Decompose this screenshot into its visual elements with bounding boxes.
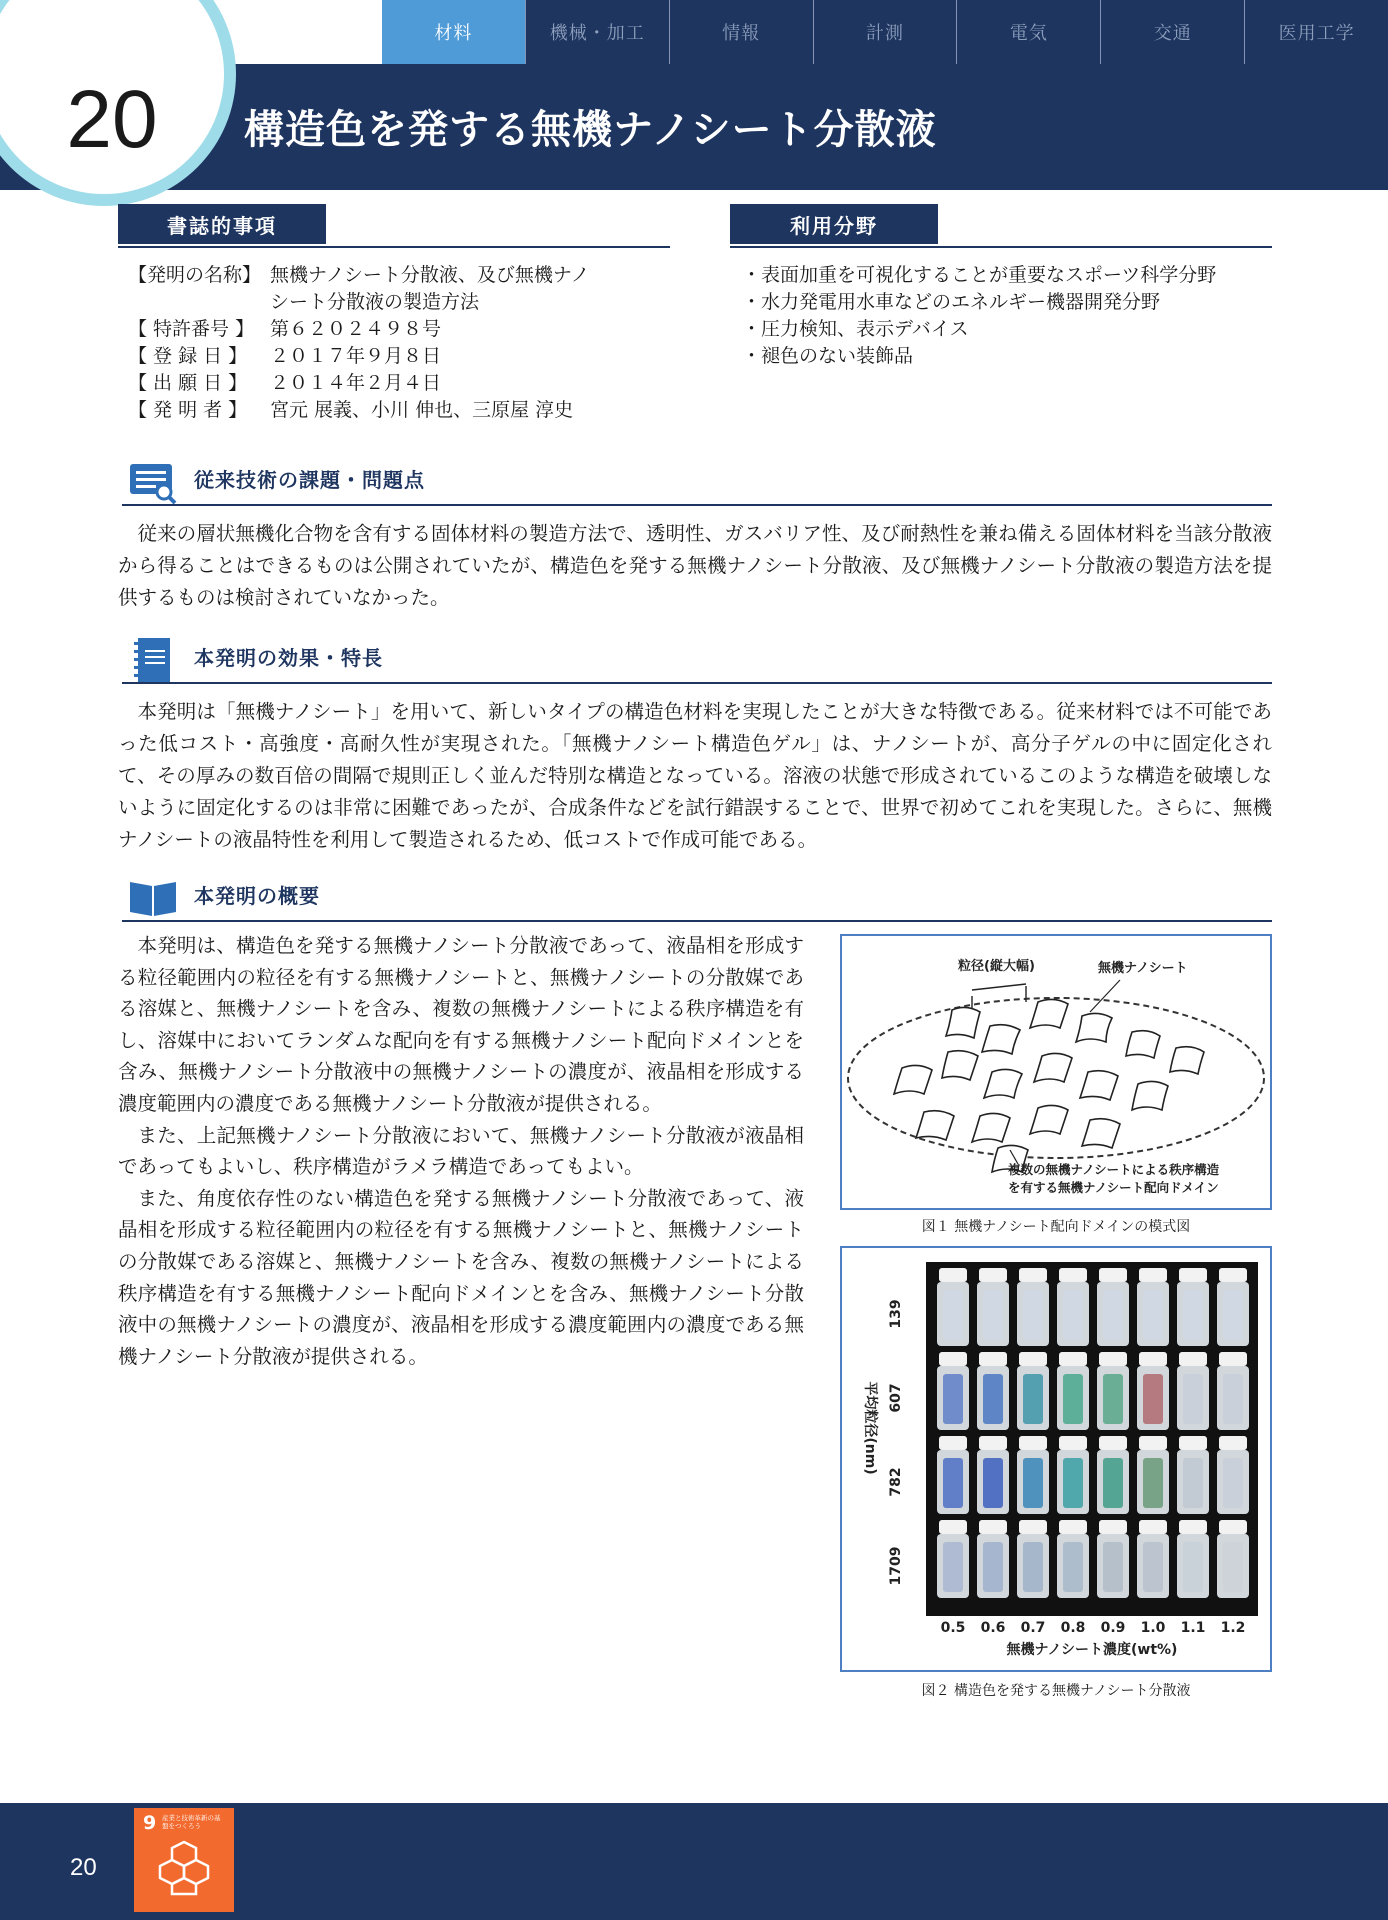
vial <box>1097 1436 1129 1514</box>
figure-2-column-label: 0.8 <box>1060 1620 1086 1636</box>
page-number: 20 <box>70 1854 97 1881</box>
cubes-icon <box>156 1840 212 1896</box>
nanosheet-domain-diagram <box>842 936 1270 1208</box>
vial-liquid <box>983 1290 1003 1340</box>
biblio-value: ２０１７年９月８日 <box>270 345 442 367</box>
open-book-icon <box>128 876 178 920</box>
vial <box>1017 1352 1049 1430</box>
vial <box>937 1268 969 1346</box>
sdg-9-badge <box>134 1808 234 1912</box>
vial-cap <box>1219 1268 1247 1282</box>
vial-liquid <box>1223 1374 1243 1424</box>
vial-liquid <box>1223 1542 1243 1592</box>
page-title: 構造色を発する無機ナノシート分散液 <box>244 107 937 153</box>
vial <box>1217 1520 1249 1598</box>
figure-2-column-label: 1.1 <box>1180 1620 1206 1636</box>
vial-liquid <box>1143 1374 1163 1424</box>
tab-materials[interactable]: 材料 <box>382 0 526 64</box>
overview-text-block <box>118 930 804 1372</box>
vial-cap <box>1179 1268 1207 1282</box>
biblio-key: 【発明の名称】 <box>128 264 262 286</box>
vial-cap <box>979 1436 1007 1450</box>
vial-liquid <box>943 1374 963 1424</box>
biblio-list <box>128 262 590 424</box>
problem-text-block <box>118 518 1272 614</box>
fields-item: ・褪色のない装飾品 <box>742 345 914 367</box>
vial-liquid <box>1063 1290 1083 1340</box>
overview-rule <box>122 920 1272 922</box>
effect-header <box>122 634 1272 684</box>
biblio-value: 宮元 展義、小川 伸也、三原屋 淳史 <box>270 399 574 421</box>
vial-cap <box>1099 1436 1127 1450</box>
biblio-value: 第６２０２４９８号 <box>270 318 442 340</box>
vial-liquid <box>1143 1542 1163 1592</box>
vial-liquid <box>1103 1458 1123 1508</box>
vial <box>1177 1352 1209 1430</box>
effect-paragraph: 本発明は「無機ナノシート」を用いて、新しいタイプの構造色材料を実現したことが大きな特徴である。従来材料では不可能であった低コスト・高強度・高耐久性が実現された。「無機ナノシート構造色ゲル」は、ナノシートが、高分子ゲルの中に固定化されて、その厚みの数百倍の間隔で規則正しく並んだ特別な構造となっている。溶液の状態で形成されているこのような構造を破壊しないように固定化するのは非常に困難であったが、合成条件などを試行錯誤することで、世界で初めてこれを実現した。さらに、無機ナノシートの液晶特性を利用して製造されるため、低コストで作成可能である。 <box>118 700 1272 851</box>
vial <box>977 1520 1009 1598</box>
biblio-row <box>128 397 590 424</box>
biblio-value: 無機ナノシート分散液、及び無機ナノ <box>270 264 590 286</box>
vial-cap <box>1099 1352 1127 1366</box>
figure-2-column-label: 0.7 <box>1020 1620 1046 1636</box>
biblio-rule <box>118 246 670 248</box>
problem-paragraph: 従来の層状無機化合物を含有する固体材料の製造方法で、透明性、ガスバリア性、及び耐熱性を兼ね備える固体材料を当該分散液から得ることはできるものは公開されていたが、構造色を発する無機ナノシート分散液、及び無機ナノシート分散液の製造方法を提供するものは検討されていなかった。 <box>118 522 1272 609</box>
figure-2-caption: 図２ 構造色を発する無機ナノシート分散液 <box>921 1683 1191 1699</box>
vial-liquid <box>1223 1458 1243 1508</box>
fields-item: ・表面加重を可視化することが重要なスポーツ科学分野 <box>742 264 1217 286</box>
number-badge-text: 20 <box>66 74 158 165</box>
figure-2 <box>840 1246 1272 1672</box>
figure-1-sheet-label: 無機ナノシート <box>1098 961 1188 976</box>
overview-paragraph: また、角度依存性のない構造色を発する無機ナノシート分散液であって、液晶相を形成する粒径範囲内の粒径を有する無機ナノシートと、無機ナノシートの分散媒である溶媒と、無機ナノシートを含み、複数の無機ナノシートによる秩序構造を有する無機ナノシート配向ドメインとを含み、無機ナノシート分散液中の無機ナノシートの濃度が、液晶相を形成する濃度範囲内の濃度である無機ナノシート分散液が提供される。 <box>118 1186 804 1368</box>
figure-2-column-label: 0.9 <box>1100 1620 1126 1636</box>
vial <box>1137 1520 1169 1598</box>
vial-liquid <box>983 1374 1003 1424</box>
vial-cap <box>939 1268 967 1282</box>
tab-electric[interactable]: 電気 <box>957 0 1101 64</box>
biblio-row <box>128 316 590 343</box>
tab-measurement[interactable]: 計測 <box>814 0 958 64</box>
overview-header <box>122 872 1272 922</box>
vial <box>937 1520 969 1598</box>
vial <box>1177 1268 1209 1346</box>
vial-cap <box>1059 1436 1087 1450</box>
vial-cap <box>1059 1352 1087 1366</box>
vial-liquid <box>1183 1458 1203 1508</box>
vial <box>1217 1352 1249 1430</box>
vial <box>1057 1520 1089 1598</box>
fields-rule <box>730 246 1272 248</box>
vial-cap <box>1179 1436 1207 1450</box>
biblio-row <box>128 343 590 370</box>
vial-photo-grid <box>842 1248 1270 1670</box>
vial <box>1057 1352 1089 1430</box>
figure-2-y-axis-title: 平均粒径(nm) <box>862 1381 878 1475</box>
vial-liquid <box>1063 1542 1083 1592</box>
figure-2-column-labels <box>941 1620 1246 1636</box>
vial <box>1137 1352 1169 1430</box>
figure-1 <box>840 934 1272 1210</box>
vial <box>1097 1352 1129 1430</box>
biblio-value: シート分散液の製造方法 <box>270 291 480 313</box>
vial-liquid <box>983 1458 1003 1508</box>
biblio-key <box>128 289 270 316</box>
problem-header <box>122 456 1272 506</box>
vial-cap <box>1019 1436 1047 1450</box>
figure-2-row-labels <box>888 1299 904 1585</box>
vial-cap <box>1099 1268 1127 1282</box>
figure-1-domain-label-1: 複数の無機ナノシートによる秩序構造 <box>1008 1162 1220 1177</box>
figure-2-column-label: 0.5 <box>940 1620 966 1636</box>
biblio-key: 【 発 明 者 】 <box>128 399 248 421</box>
vial-liquid <box>943 1542 963 1592</box>
vial <box>1097 1268 1129 1346</box>
figure-2-column-label: 1.0 <box>1140 1620 1166 1636</box>
vial <box>937 1352 969 1430</box>
vial <box>1097 1520 1129 1598</box>
vial-cap <box>1179 1520 1207 1534</box>
figure-2-x-axis-title: 無機ナノシート濃度(wt%) <box>1006 1642 1178 1658</box>
vial <box>977 1268 1009 1346</box>
vial-cap <box>939 1352 967 1366</box>
problem-title: 従来技術の課題・問題点 <box>194 468 425 492</box>
vial-liquid <box>983 1542 1003 1592</box>
vial-cap <box>1059 1268 1087 1282</box>
vial <box>977 1352 1009 1430</box>
vial-cap <box>1219 1436 1247 1450</box>
vial-liquid <box>1103 1542 1123 1592</box>
vial-cap <box>1019 1520 1047 1534</box>
vial <box>1177 1436 1209 1514</box>
overview-paragraph: また、上記無機ナノシート分散液において、無機ナノシート分散液が液晶相であってもよいし、秩序構造がラメラ構造であってもよい。 <box>118 1123 804 1179</box>
tab-medical[interactable]: 医用工学 <box>1278 23 1355 44</box>
tab-transport[interactable]: 交通 <box>1101 0 1245 64</box>
vial-cap <box>1219 1520 1247 1534</box>
tab-machining[interactable]: 機械・加工 <box>526 0 670 64</box>
vial <box>977 1436 1009 1514</box>
vial <box>1057 1436 1089 1514</box>
biblio-key: 【 特許番号 】 <box>128 318 255 340</box>
vial-liquid <box>1023 1290 1043 1340</box>
fields-item: ・水力発電用水車などのエネルギー機器開発分野 <box>742 291 1161 313</box>
vial-liquid <box>1023 1374 1043 1424</box>
vial <box>1137 1436 1169 1514</box>
biblio-value: ２０１４年２月４日 <box>270 372 442 394</box>
vial-liquid <box>1183 1290 1203 1340</box>
vial <box>937 1436 969 1514</box>
vial-liquid <box>1063 1458 1083 1508</box>
effect-title: 本発明の効果・特長 <box>194 646 383 670</box>
fields-item: ・圧力検知、表示デバイス <box>742 318 969 340</box>
figure-1-domain-label-2: を有する無機ナノシート配向ドメイン <box>1008 1180 1219 1195</box>
vial-liquid <box>1183 1374 1203 1424</box>
biblio-row <box>128 289 590 316</box>
vial-liquid <box>1223 1290 1243 1340</box>
vial-cap <box>979 1352 1007 1366</box>
notebook-icon <box>128 638 178 682</box>
vial-liquid <box>943 1458 963 1508</box>
vial <box>1017 1268 1049 1346</box>
effect-text-block <box>118 696 1272 856</box>
vial <box>1057 1268 1089 1346</box>
figure-2-row-label: 139 <box>888 1299 904 1329</box>
overview-paragraph: 本発明は、構造色を発する無機ナノシート分散液であって、液晶相を形成する粒径範囲内の粒径を有する無機ナノシートと、無機ナノシートの分散媒である溶媒と、無機ナノシートを含み、複数の無機ナノシートによる秩序構造を有し、溶媒中においてランダムな配向を有する無機ナノシート配向ドメインとを含み、無機ナノシート分散液中の無機ナノシートの濃度が、液晶相を形成する濃度範囲内の濃度である無機ナノシート分散液が提供される。 <box>118 934 804 1115</box>
sdg-number: 9 <box>143 1812 157 1834</box>
biblio-row <box>128 370 590 397</box>
sdg-text: 産業と技術革新の基盤をつくろう <box>162 1814 221 1830</box>
vial-cap <box>979 1520 1007 1534</box>
vial-cap <box>939 1436 967 1450</box>
fields-label: 利用分野 <box>730 204 938 244</box>
vial-cap <box>1139 1268 1167 1282</box>
overview-title: 本発明の概要 <box>194 884 320 908</box>
vial-cap <box>1139 1436 1167 1450</box>
biblio-label: 書誌的事項 <box>118 204 326 244</box>
vial-cap <box>1059 1520 1087 1534</box>
biblio-key: 【 登 録 日 】 <box>128 345 248 367</box>
problem-rule <box>122 504 1272 506</box>
biblio-row <box>128 262 590 289</box>
vial-liquid <box>1143 1290 1163 1340</box>
vial <box>1017 1520 1049 1598</box>
vial-liquid <box>943 1290 963 1340</box>
vial <box>1217 1268 1249 1346</box>
vial <box>1017 1436 1049 1514</box>
fields-list <box>742 262 1216 370</box>
vial-liquid <box>1023 1542 1043 1592</box>
category-tabs <box>382 0 1388 64</box>
figure-2-row-label: 607 <box>888 1383 904 1413</box>
vial-cap <box>1219 1352 1247 1366</box>
vial-cap <box>1139 1352 1167 1366</box>
vial-cap <box>1139 1520 1167 1534</box>
vial-liquid <box>1103 1290 1123 1340</box>
vial <box>1177 1520 1209 1598</box>
figure-1-size-label: 粒径(縦大幅) <box>958 959 1035 974</box>
vial-liquid <box>1063 1374 1083 1424</box>
vial-cap <box>979 1268 1007 1282</box>
figure-2-row-label: 1709 <box>888 1546 904 1586</box>
tab-information[interactable]: 情報 <box>670 0 814 64</box>
vial-liquid <box>1143 1458 1163 1508</box>
vial-liquid <box>1023 1458 1043 1508</box>
figure-1-caption: 図１ 無機ナノシート配向ドメインの模式図 <box>921 1219 1191 1235</box>
vial-cap <box>1019 1268 1047 1282</box>
vial-cap <box>1019 1352 1047 1366</box>
vial-liquid <box>1183 1542 1203 1592</box>
vial-liquid <box>1103 1374 1123 1424</box>
search-document-icon <box>128 460 178 504</box>
nanosheet-shapes <box>894 999 1204 1172</box>
biblio-key: 【 出 願 日 】 <box>128 372 248 394</box>
vial <box>1137 1268 1169 1346</box>
vial-cap <box>1179 1352 1207 1366</box>
vial-cap <box>939 1520 967 1534</box>
vial <box>1217 1436 1249 1514</box>
figure-2-row-label: 782 <box>888 1467 904 1497</box>
figure-2-column-label: 1.2 <box>1220 1620 1246 1636</box>
vial-cap <box>1099 1520 1127 1534</box>
effect-rule <box>122 682 1272 684</box>
figure-2-column-label: 0.6 <box>980 1620 1006 1636</box>
